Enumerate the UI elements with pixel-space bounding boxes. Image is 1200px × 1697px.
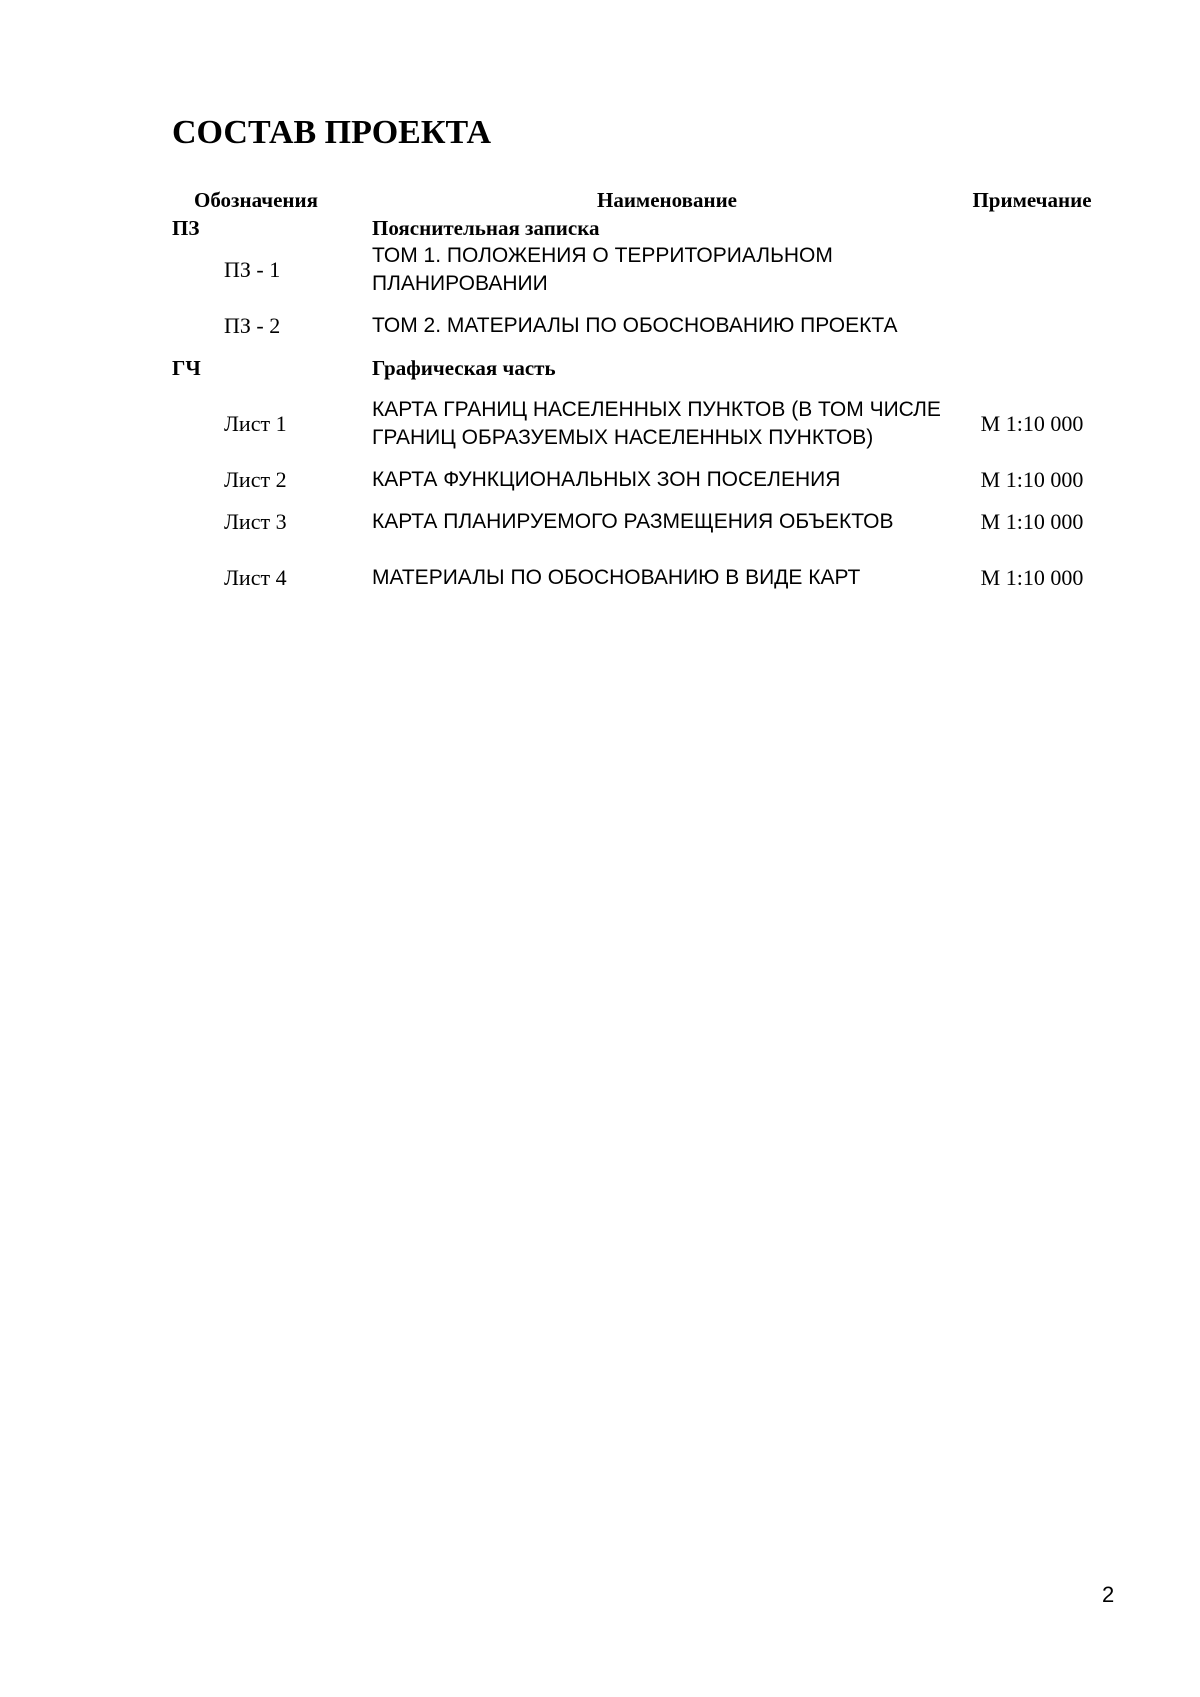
table-row [172, 298, 1102, 354]
page-title: СОСТАВ ПРОЕКТА [172, 114, 492, 151]
section-code: ГЧ [172, 356, 201, 380]
page-number: 2 [1102, 1582, 1115, 1607]
item-name: КАРТА ФУНКЦИОНАЛЬНЫХ ЗОН ПОСЕЛЕНИЯ [372, 468, 841, 491]
item-note: М 1:10 000 [980, 509, 1084, 534]
table-row [172, 550, 1102, 606]
item-note: М 1:10 000 [980, 411, 1084, 436]
table-row [172, 494, 1102, 550]
item-name: ТОМ 1. ПОЛОЖЕНИЯ О ТЕРРИТОРИАЛЬНОМ ПЛАНИРОВАНИИ [372, 244, 833, 295]
item-name: КАРТА ПЛАНИРУЕМОГО РАЗМЕЩЕНИЯ ОБЪЕКТОВ [372, 510, 894, 533]
item-code: Лист 2 [224, 467, 287, 492]
section-row [172, 354, 1102, 382]
table-row [172, 242, 1102, 298]
table-header [172, 186, 1102, 214]
item-note: М 1:10 000 [980, 467, 1084, 492]
item-code: Лист 4 [224, 565, 287, 590]
item-note: М 1:10 000 [980, 565, 1084, 590]
item-code: Лист 1 [224, 411, 287, 436]
section-row [172, 214, 1102, 242]
table-row [172, 466, 1102, 494]
composition-table [172, 186, 1102, 606]
item-code: ПЗ - 2 [224, 313, 281, 338]
item-code: ПЗ - 1 [224, 257, 281, 282]
header-note: Примечание [972, 188, 1092, 212]
section-code: ПЗ [172, 216, 200, 240]
item-name: МАТЕРИАЛЫ ПО ОБОСНОВАНИЮ В ВИДЕ КАРТ [372, 566, 861, 589]
header-name: Наименование [597, 188, 737, 212]
section-title: Графическая часть [372, 356, 556, 380]
section-title: Пояснительная записка [372, 216, 600, 240]
item-name: ТОМ 2. МАТЕРИАЛЫ ПО ОБОСНОВАНИЮ ПРОЕКТА [372, 314, 898, 337]
item-code: Лист 3 [224, 509, 287, 534]
item-name: КАРТА ГРАНИЦ НАСЕЛЕННЫХ ПУНКТОВ (В ТОМ ЧИСЛЕ ГРАНИЦ ОБРАЗУЕМЫХ НАСЕЛЕННЫХ ПУНКТОВ) [372, 398, 941, 449]
header-code: Обозначения [194, 188, 318, 212]
table-row [172, 382, 1102, 466]
